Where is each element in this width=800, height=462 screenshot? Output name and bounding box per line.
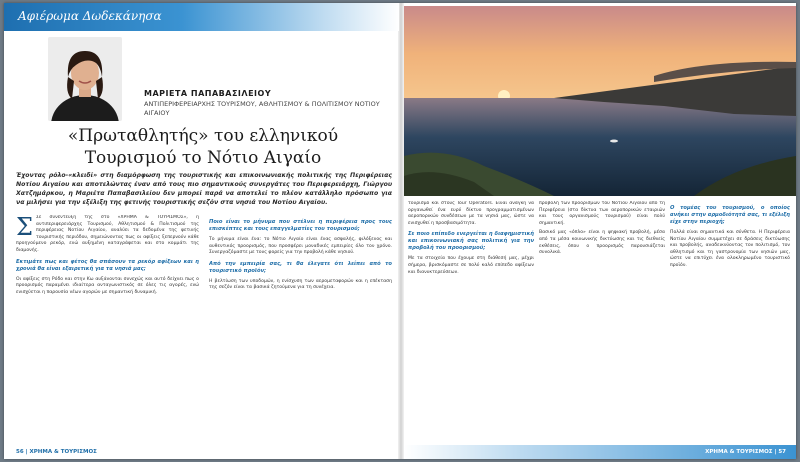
paragraph: προβολή των προορισμών του Νοτίου Αιγαίου από τη Περιφέρεια (στα δίκτυα των αεροπορικών εταιριών και τους οργανισμούς τουρισμού) είναι πολύ σημαντική. bbox=[539, 201, 665, 226]
section-title: Αφιέρωμα Δωδεκάνησα bbox=[18, 9, 162, 23]
body-column-1 bbox=[16, 215, 199, 447]
paragraph: Η βελτίωση των υποδομών, η ενίσχυση των αερομεταφορών και η επέκταση της σεζόν είναι τα βασικά ζητούμενα για τη συνέχεια. bbox=[209, 278, 392, 291]
article-lead: Έχοντας ρόλο-«κλειδί» στη διαμόρφωση της τουριστικής και επικοινωνιακής πολιτικής της Περιφέρειας Νοτίου Αιγαίου και αποτελώντας έναν από τους πιο σημαντικούς συνεργάτες του Περιφερειάρχη, Γιώργου Χατζημάρκου, η Μαριέτα Παπαβασιλείου δεν μπορεί παρά να αποτελεί το πλέον κατάλληλο πρόσωπο για να μιλήσει για την εξέλιξη της φετινής τουριστικής σεζόν στα νησιά του Νοτίου Αιγαίου. bbox=[16, 172, 392, 206]
question: Σε ποιο επίπεδο ενεργείται η διαφημιστική και επικοινωνιακή σας πολιτική για την προβολή του προορισμού; bbox=[408, 231, 534, 252]
question: Ο τομέας του τουρισμού, ο οποίος ανήκει στην αρμοδιότητά σας, τι εξέλιξη είχε στην περιοχή; bbox=[670, 205, 790, 225]
section-banner bbox=[4, 3, 399, 31]
person-name: ΜΑΡΙΕΤΑ ΠΑΠΑΒΑΣΙΛΕΙΟΥ bbox=[144, 89, 272, 98]
body-column-4 bbox=[539, 201, 665, 445]
drop-cap: Σ bbox=[16, 215, 33, 241]
magazine-spread bbox=[4, 3, 796, 459]
paragraph: Σ Σε συνέντευξη της στο «ΧΡΗΜΑ & ΤΟΥΡΙΣΜΟΣ», η αντιπεριφερειάρχης Τουρισμού, Αθλητισμού & Πολιτισμού της περιφέρειας Νοτίου Αιγαίου, αναλύει τα δεδομένα της φετινής τουριστικής περιόδου, σημειώνοντας πως οι αφίξεις ξεπερνούν κάθε προηγούμενο ρεκόρ, ενώ αυξημένη καταγράφεται και στο κομμάτι της διαμονής. bbox=[16, 215, 199, 253]
paragraph: Το μήνυμα είναι ένα: το Νότιο Αιγαίο είναι ένας ασφαλής, φιλόξενος και αυθεντικός προορισμός, που προσφέρει μοναδικές εμπειρίες όλο τον χρόνο. Συνεργαζόμαστε με τους φορείς για την προβολή κάθε νησιού. bbox=[209, 237, 392, 256]
page-number-left: 56 | ΧΡΗΜΑ & ΤΟΥΡΙΣΜΟΣ bbox=[16, 449, 97, 455]
paragraph: Οι αφίξεις στη Ρόδο και στην Κω αυξάνονται συνεχώς και αυτό δείχνει πως ο προορισμός παραμένει ιδιαίτερα ανταγωνιστικός σε όλες τις αγορές, ενώ ενισχύεται η παρουσία νέων αγορών με σημαντική δυναμική. bbox=[16, 276, 199, 295]
question: Ποιο είναι το μήνυμα που στέλνει η περιφέρεια προς τους επισκέπτες και τους επαγγελματίες του τουρισμού; bbox=[209, 219, 392, 232]
paragraph: Βασικό μας «όπλο» είναι η ψηφιακή προβολή, μέσα από τα μέσα κοινωνικής δικτύωσης και τις διεθνείς εκθέσεις, όπου ο προορισμός παρουσιάζεται συνολικά. bbox=[539, 230, 665, 256]
person-role: ΑΝΤΙΠΕΡΙΦΕΡΕΙΑΡΧΗΣ ΤΟΥΡΙΣΜΟΥ, ΑΘΛΗΤΙΣΜΟΥ & ΠΟΛΙΤΙΣΜΟΥ ΝΟΤΙΟΥ ΑΙΓΑΙΟΥ bbox=[144, 100, 380, 117]
portrait-photo bbox=[48, 37, 122, 121]
paragraph: Πολλά είναι σημαντικά και σύνθετα. Η Περιφέρεια Νοτίου Αιγαίου συμμετέχει σε δράσεις δικτύωσης και προβολής, αναδεικνύοντας τον πολιτισμό, τον αθλητισμό και τη γαστρονομία των νησιών μας, ώστε να επιτύχει ένα ολοκληρωμένο τουριστικό προϊόν. bbox=[670, 230, 790, 268]
body-column-2 bbox=[209, 215, 392, 447]
question: Εκτιμάτε πως και φέτος θα σπάσουν τα ρεκόρ αφίξεων και η χρονιά θα είναι εξαιρετική για τα νησιά μας; bbox=[16, 258, 199, 272]
paragraph: τουρισμό και στους Tour Operators. Είναι ανάγκη να οργανωθεί ένα ευρύ δίκτυο προγραμματισμένων αεροπορικών συνδέσεων με τα νησιά μας, ώστε να ενισχυθεί η προσβασιμότητα. bbox=[408, 201, 534, 226]
body-column-5 bbox=[670, 201, 790, 445]
page-number-right: ΧΡΗΜΑ & ΤΟΥΡΙΣΜΟΣ | 57 bbox=[705, 449, 786, 455]
body-column-3 bbox=[408, 201, 534, 445]
article-headline: «Πρωταθλητής» του ελληνικού Τουρισμού το Νότιο Αιγαίο bbox=[67, 126, 339, 168]
sunset-coast-photo bbox=[404, 6, 796, 196]
paragraph: Με τα στοιχεία που έχουμε στη διάθεσή μας, μέχρι σήμερα, βρισκόμαστε σε πολύ καλό επίπεδο αφίξεων και διανυκτερεύσεων. bbox=[408, 256, 534, 275]
question: Από την εμπειρία σας, τι θα έλεγατε ότι λείπει από το τουριστικό προϊόν; bbox=[209, 260, 392, 274]
